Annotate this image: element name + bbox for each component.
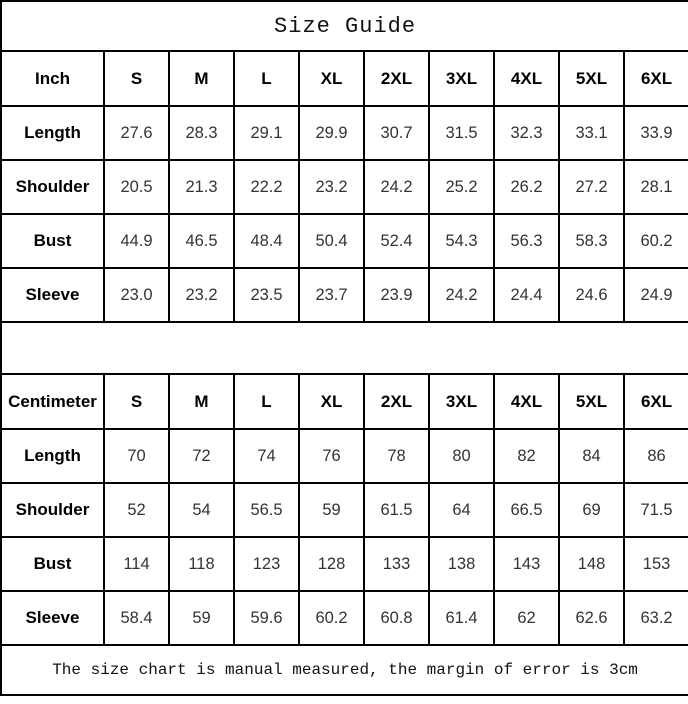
value-centimeter-length-xl: 76	[299, 429, 364, 483]
value-inch-bust-4xl: 56.3	[494, 214, 559, 268]
size-header-2xl: 2XL	[364, 51, 429, 106]
value-inch-length-3xl: 31.5	[429, 106, 494, 160]
value-centimeter-bust-2xl: 133	[364, 537, 429, 591]
unit-header-centimeter: Centimeter	[1, 374, 104, 429]
value-centimeter-bust-m: 118	[169, 537, 234, 591]
row-label-bust: Bust	[1, 214, 104, 268]
value-inch-bust-m: 46.5	[169, 214, 234, 268]
value-inch-length-xl: 29.9	[299, 106, 364, 160]
value-centimeter-shoulder-2xl: 61.5	[364, 483, 429, 537]
value-centimeter-sleeve-2xl: 60.8	[364, 591, 429, 645]
value-centimeter-shoulder-5xl: 69	[559, 483, 624, 537]
value-inch-bust-5xl: 58.3	[559, 214, 624, 268]
value-inch-shoulder-2xl: 24.2	[364, 160, 429, 214]
value-centimeter-bust-6xl: 153	[624, 537, 688, 591]
row-label-shoulder: Shoulder	[1, 160, 104, 214]
value-centimeter-sleeve-5xl: 62.6	[559, 591, 624, 645]
size-header-xl: XL	[299, 51, 364, 106]
row-label-bust: Bust	[1, 537, 104, 591]
value-centimeter-length-l: 74	[234, 429, 299, 483]
table-spacer	[1, 322, 688, 374]
value-inch-sleeve-3xl: 24.2	[429, 268, 494, 322]
size-header-3xl: 3XL	[429, 374, 494, 429]
value-centimeter-bust-5xl: 148	[559, 537, 624, 591]
value-centimeter-sleeve-4xl: 62	[494, 591, 559, 645]
size-header-s: S	[104, 374, 169, 429]
value-inch-shoulder-4xl: 26.2	[494, 160, 559, 214]
value-centimeter-bust-l: 123	[234, 537, 299, 591]
value-inch-shoulder-m: 21.3	[169, 160, 234, 214]
size-header-l: L	[234, 51, 299, 106]
size-header-5xl: 5XL	[559, 51, 624, 106]
value-centimeter-length-5xl: 84	[559, 429, 624, 483]
size-header-m: M	[169, 374, 234, 429]
value-centimeter-length-4xl: 82	[494, 429, 559, 483]
value-inch-bust-xl: 50.4	[299, 214, 364, 268]
value-centimeter-length-2xl: 78	[364, 429, 429, 483]
value-inch-length-l: 29.1	[234, 106, 299, 160]
value-centimeter-length-3xl: 80	[429, 429, 494, 483]
footer-note: The size chart is manual measured, the margin of error is 3cm	[1, 645, 688, 695]
value-centimeter-length-6xl: 86	[624, 429, 688, 483]
value-centimeter-sleeve-l: 59.6	[234, 591, 299, 645]
size-header-6xl: 6XL	[624, 374, 688, 429]
value-inch-length-s: 27.6	[104, 106, 169, 160]
row-label-length: Length	[1, 429, 104, 483]
value-inch-shoulder-3xl: 25.2	[429, 160, 494, 214]
value-inch-bust-2xl: 52.4	[364, 214, 429, 268]
value-centimeter-shoulder-4xl: 66.5	[494, 483, 559, 537]
value-inch-length-6xl: 33.9	[624, 106, 688, 160]
value-centimeter-bust-s: 114	[104, 537, 169, 591]
value-centimeter-sleeve-6xl: 63.2	[624, 591, 688, 645]
value-centimeter-shoulder-xl: 59	[299, 483, 364, 537]
row-label-length: Length	[1, 106, 104, 160]
value-inch-sleeve-4xl: 24.4	[494, 268, 559, 322]
value-inch-bust-l: 48.4	[234, 214, 299, 268]
value-centimeter-length-m: 72	[169, 429, 234, 483]
value-inch-shoulder-s: 20.5	[104, 160, 169, 214]
value-inch-sleeve-6xl: 24.9	[624, 268, 688, 322]
value-inch-shoulder-5xl: 27.2	[559, 160, 624, 214]
value-centimeter-shoulder-m: 54	[169, 483, 234, 537]
value-inch-length-5xl: 33.1	[559, 106, 624, 160]
size-header-4xl: 4XL	[494, 51, 559, 106]
value-inch-shoulder-l: 22.2	[234, 160, 299, 214]
value-inch-shoulder-6xl: 28.1	[624, 160, 688, 214]
size-header-4xl: 4XL	[494, 374, 559, 429]
value-centimeter-shoulder-s: 52	[104, 483, 169, 537]
value-centimeter-bust-xl: 128	[299, 537, 364, 591]
value-inch-length-2xl: 30.7	[364, 106, 429, 160]
value-centimeter-shoulder-6xl: 71.5	[624, 483, 688, 537]
size-header-5xl: 5XL	[559, 374, 624, 429]
size-header-xl: XL	[299, 374, 364, 429]
value-inch-length-m: 28.3	[169, 106, 234, 160]
value-inch-bust-6xl: 60.2	[624, 214, 688, 268]
value-centimeter-shoulder-3xl: 64	[429, 483, 494, 537]
value-inch-sleeve-xl: 23.7	[299, 268, 364, 322]
value-inch-sleeve-m: 23.2	[169, 268, 234, 322]
value-inch-shoulder-xl: 23.2	[299, 160, 364, 214]
size-header-3xl: 3XL	[429, 51, 494, 106]
value-inch-sleeve-2xl: 23.9	[364, 268, 429, 322]
size-header-l: L	[234, 374, 299, 429]
size-guide-title: Size Guide	[1, 1, 688, 51]
row-label-sleeve: Sleeve	[1, 591, 104, 645]
value-inch-sleeve-s: 23.0	[104, 268, 169, 322]
value-inch-bust-3xl: 54.3	[429, 214, 494, 268]
value-inch-length-4xl: 32.3	[494, 106, 559, 160]
row-label-sleeve: Sleeve	[1, 268, 104, 322]
row-label-shoulder: Shoulder	[1, 483, 104, 537]
value-centimeter-bust-3xl: 138	[429, 537, 494, 591]
size-header-s: S	[104, 51, 169, 106]
size-header-m: M	[169, 51, 234, 106]
value-centimeter-shoulder-l: 56.5	[234, 483, 299, 537]
size-header-6xl: 6XL	[624, 51, 688, 106]
unit-header-inch: Inch	[1, 51, 104, 106]
value-inch-sleeve-5xl: 24.6	[559, 268, 624, 322]
size-header-2xl: 2XL	[364, 374, 429, 429]
value-centimeter-sleeve-xl: 60.2	[299, 591, 364, 645]
value-inch-sleeve-l: 23.5	[234, 268, 299, 322]
value-inch-bust-s: 44.9	[104, 214, 169, 268]
value-centimeter-sleeve-3xl: 61.4	[429, 591, 494, 645]
value-centimeter-length-s: 70	[104, 429, 169, 483]
value-centimeter-sleeve-s: 58.4	[104, 591, 169, 645]
value-centimeter-sleeve-m: 59	[169, 591, 234, 645]
value-centimeter-bust-4xl: 143	[494, 537, 559, 591]
